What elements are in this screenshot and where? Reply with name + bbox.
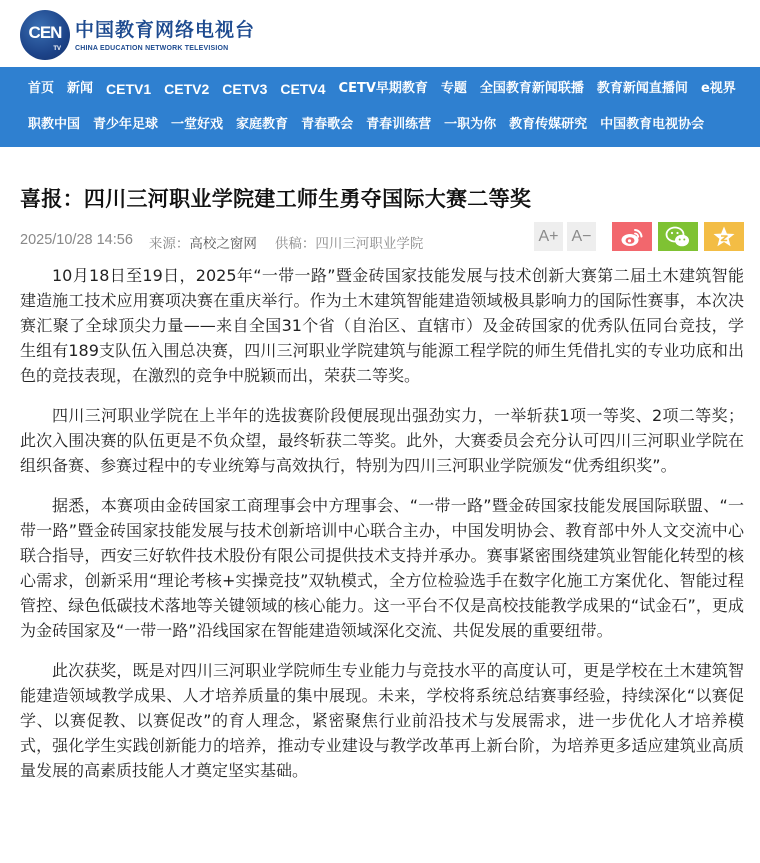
- nav-item-education-news-live[interactable]: 教育新闻直播间: [596, 81, 688, 96]
- font-decrease-button[interactable]: A−: [567, 222, 596, 251]
- logo-name-en: CHINA EDUCATION NETWORK TELEVISION: [75, 44, 229, 52]
- nav-item-vocational-china[interactable]: 职教中国: [28, 117, 81, 132]
- article-paragraph: 据悉，本赛项由金砖国家工商理事会中方理事会、“一带一路”暨金砖国家技能发展国际联盟、“一带一路”暨金砖国家技能发展与技术创新培训中心联合主办，中国发明协会、教育部中外人文交流中心联合指导，西安三好软件技术股份有限公司提供技术支持并承办。赛事紧密围绕建筑业智能化转型的核心需求，创新采用“理论考核+实操竞技”双轨模式，全方位检验选手在数字化施工方案优化、智能过程管控、绿色低碳技术落地等关键领域的核心能力。这一平台不仅是高校技能教学成果的“试金石”，更成为金砖国家及“一带一路”沿线国家在智能建造领域深化交流、共促发展的重要纽带。: [20, 496, 744, 640]
- nav-item-cetv2[interactable]: CETV2: [164, 81, 210, 97]
- nav-item-cetv3[interactable]: CETV3: [222, 81, 268, 97]
- nav-item-cetv4[interactable]: CETV4: [280, 81, 326, 97]
- share-wechat-button[interactable]: [658, 222, 698, 251]
- main-nav: [0, 67, 760, 147]
- nav-item-special-topics[interactable]: 专题: [440, 81, 467, 96]
- article-paragraph: 四川三河职业学院在上半年的选拔赛阶段便展现出强劲实力，一举斩获1项一等奖、2项二等奖；此次入围决赛的队伍更是不负众望，最终斩获二等奖。此外，大赛委员会充分认可四川三河职业学院在组织备赛、参赛过程中的专业统筹与高效执行，特别为四川三河职业学院颁发“优秀组织奖”。: [20, 406, 744, 475]
- logo-text: [75, 19, 255, 52]
- font-increase-button[interactable]: A+: [534, 222, 563, 251]
- nav-item-education-tv-association[interactable]: 中国教育电视协会: [600, 117, 705, 132]
- nav-item-yitang-haoxi[interactable]: 一堂好戏: [171, 117, 224, 132]
- nav-item-cetv-early-education[interactable]: CETV早期教育: [338, 81, 428, 96]
- nav-item-youth-concert[interactable]: 青春歌会: [301, 117, 354, 132]
- article-tools: [534, 222, 744, 251]
- share-weibo-button[interactable]: [612, 222, 652, 251]
- article-body: [20, 263, 744, 798]
- article-paragraph: 10月18日至19日，2025年“一带一路”暨金砖国家技能发展与技术创新大赛第二届土木建筑智能建造施工技术应用赛项决赛在重庆举行。作为土木建筑智能建造领域极具影响力的国际性赛事，本次决赛汇聚了全球顶尖力量——来自全国31个省（自治区、直辖市）及金砖国家的优秀队伍同台竞技，学生组有189支队伍入围总决赛，四川三河职业学院建筑与能源工程学院的师生凭借扎实的专业功底和出色的竞技表现，在激烈的竞争中脱颖而出，荣获二等奖。: [20, 266, 744, 385]
- contributor-value: 四川三河职业学院: [315, 236, 424, 252]
- nav-item-youth-camp[interactable]: 青春训练营: [366, 117, 432, 132]
- article-meta: [20, 232, 423, 252]
- source-label: 来源：: [148, 236, 190, 252]
- nav-item-youth-football[interactable]: 青少年足球: [93, 117, 159, 132]
- source-value: 高校之窗网: [189, 236, 257, 252]
- logo-mark-sub: TV: [53, 46, 61, 52]
- nav-item-yizhi-weini[interactable]: 一职为你: [444, 117, 497, 132]
- cen-tv-logo-icon: [20, 10, 70, 60]
- nav-item-e-vision[interactable]: e视界: [700, 81, 736, 96]
- nav-item-family-education[interactable]: 家庭教育: [236, 117, 289, 132]
- nav-item-home[interactable]: 首页: [28, 81, 55, 96]
- nav-item-education-media-research[interactable]: 教育传媒研究: [509, 117, 588, 132]
- logo-name-cn: 中国教育网络电视台: [75, 18, 256, 41]
- article-title: 喜报：四川三河职业学院建工师生勇夺国际大赛二等奖: [20, 187, 532, 211]
- site-logo[interactable]: [20, 10, 255, 60]
- nav-item-cetv1[interactable]: CETV1: [106, 81, 152, 97]
- wechat-icon: [665, 226, 691, 248]
- nav-item-news[interactable]: 新闻: [67, 81, 94, 96]
- logo-mark: CEN: [28, 23, 62, 42]
- article-paragraph: 此次获奖，既是对四川三河职业学院师生专业能力与竞技水平的高度认可，更是学校在土木建筑智能建造领域教学成果、人才培养质量的集中展现。未来，学校将系统总结赛事经验，持续深化“以赛促学、以赛促教、以赛促改”的育人理念，紧密聚焦行业前沿技术与发展需求，进一步优化人才培养模式，强化学生实践创新能力的培养，推动专业建设与教学改革再上新台阶，为培养更多适应建筑业高质量发展的高素质技能人才奠定坚实基础。: [20, 661, 744, 780]
- weibo-icon: [620, 227, 644, 247]
- qzone-star-icon: [712, 225, 736, 249]
- publish-datetime: 2025/10/28 14:56: [20, 232, 133, 248]
- site-header: [0, 0, 760, 67]
- nav-row-2: [28, 116, 717, 134]
- contributor-label: 供稿：: [274, 236, 316, 252]
- nav-item-national-education-news[interactable]: 全国教育新闻联播: [479, 81, 584, 96]
- nav-row-1: [28, 80, 749, 98]
- share-qzone-button[interactable]: [704, 222, 744, 251]
